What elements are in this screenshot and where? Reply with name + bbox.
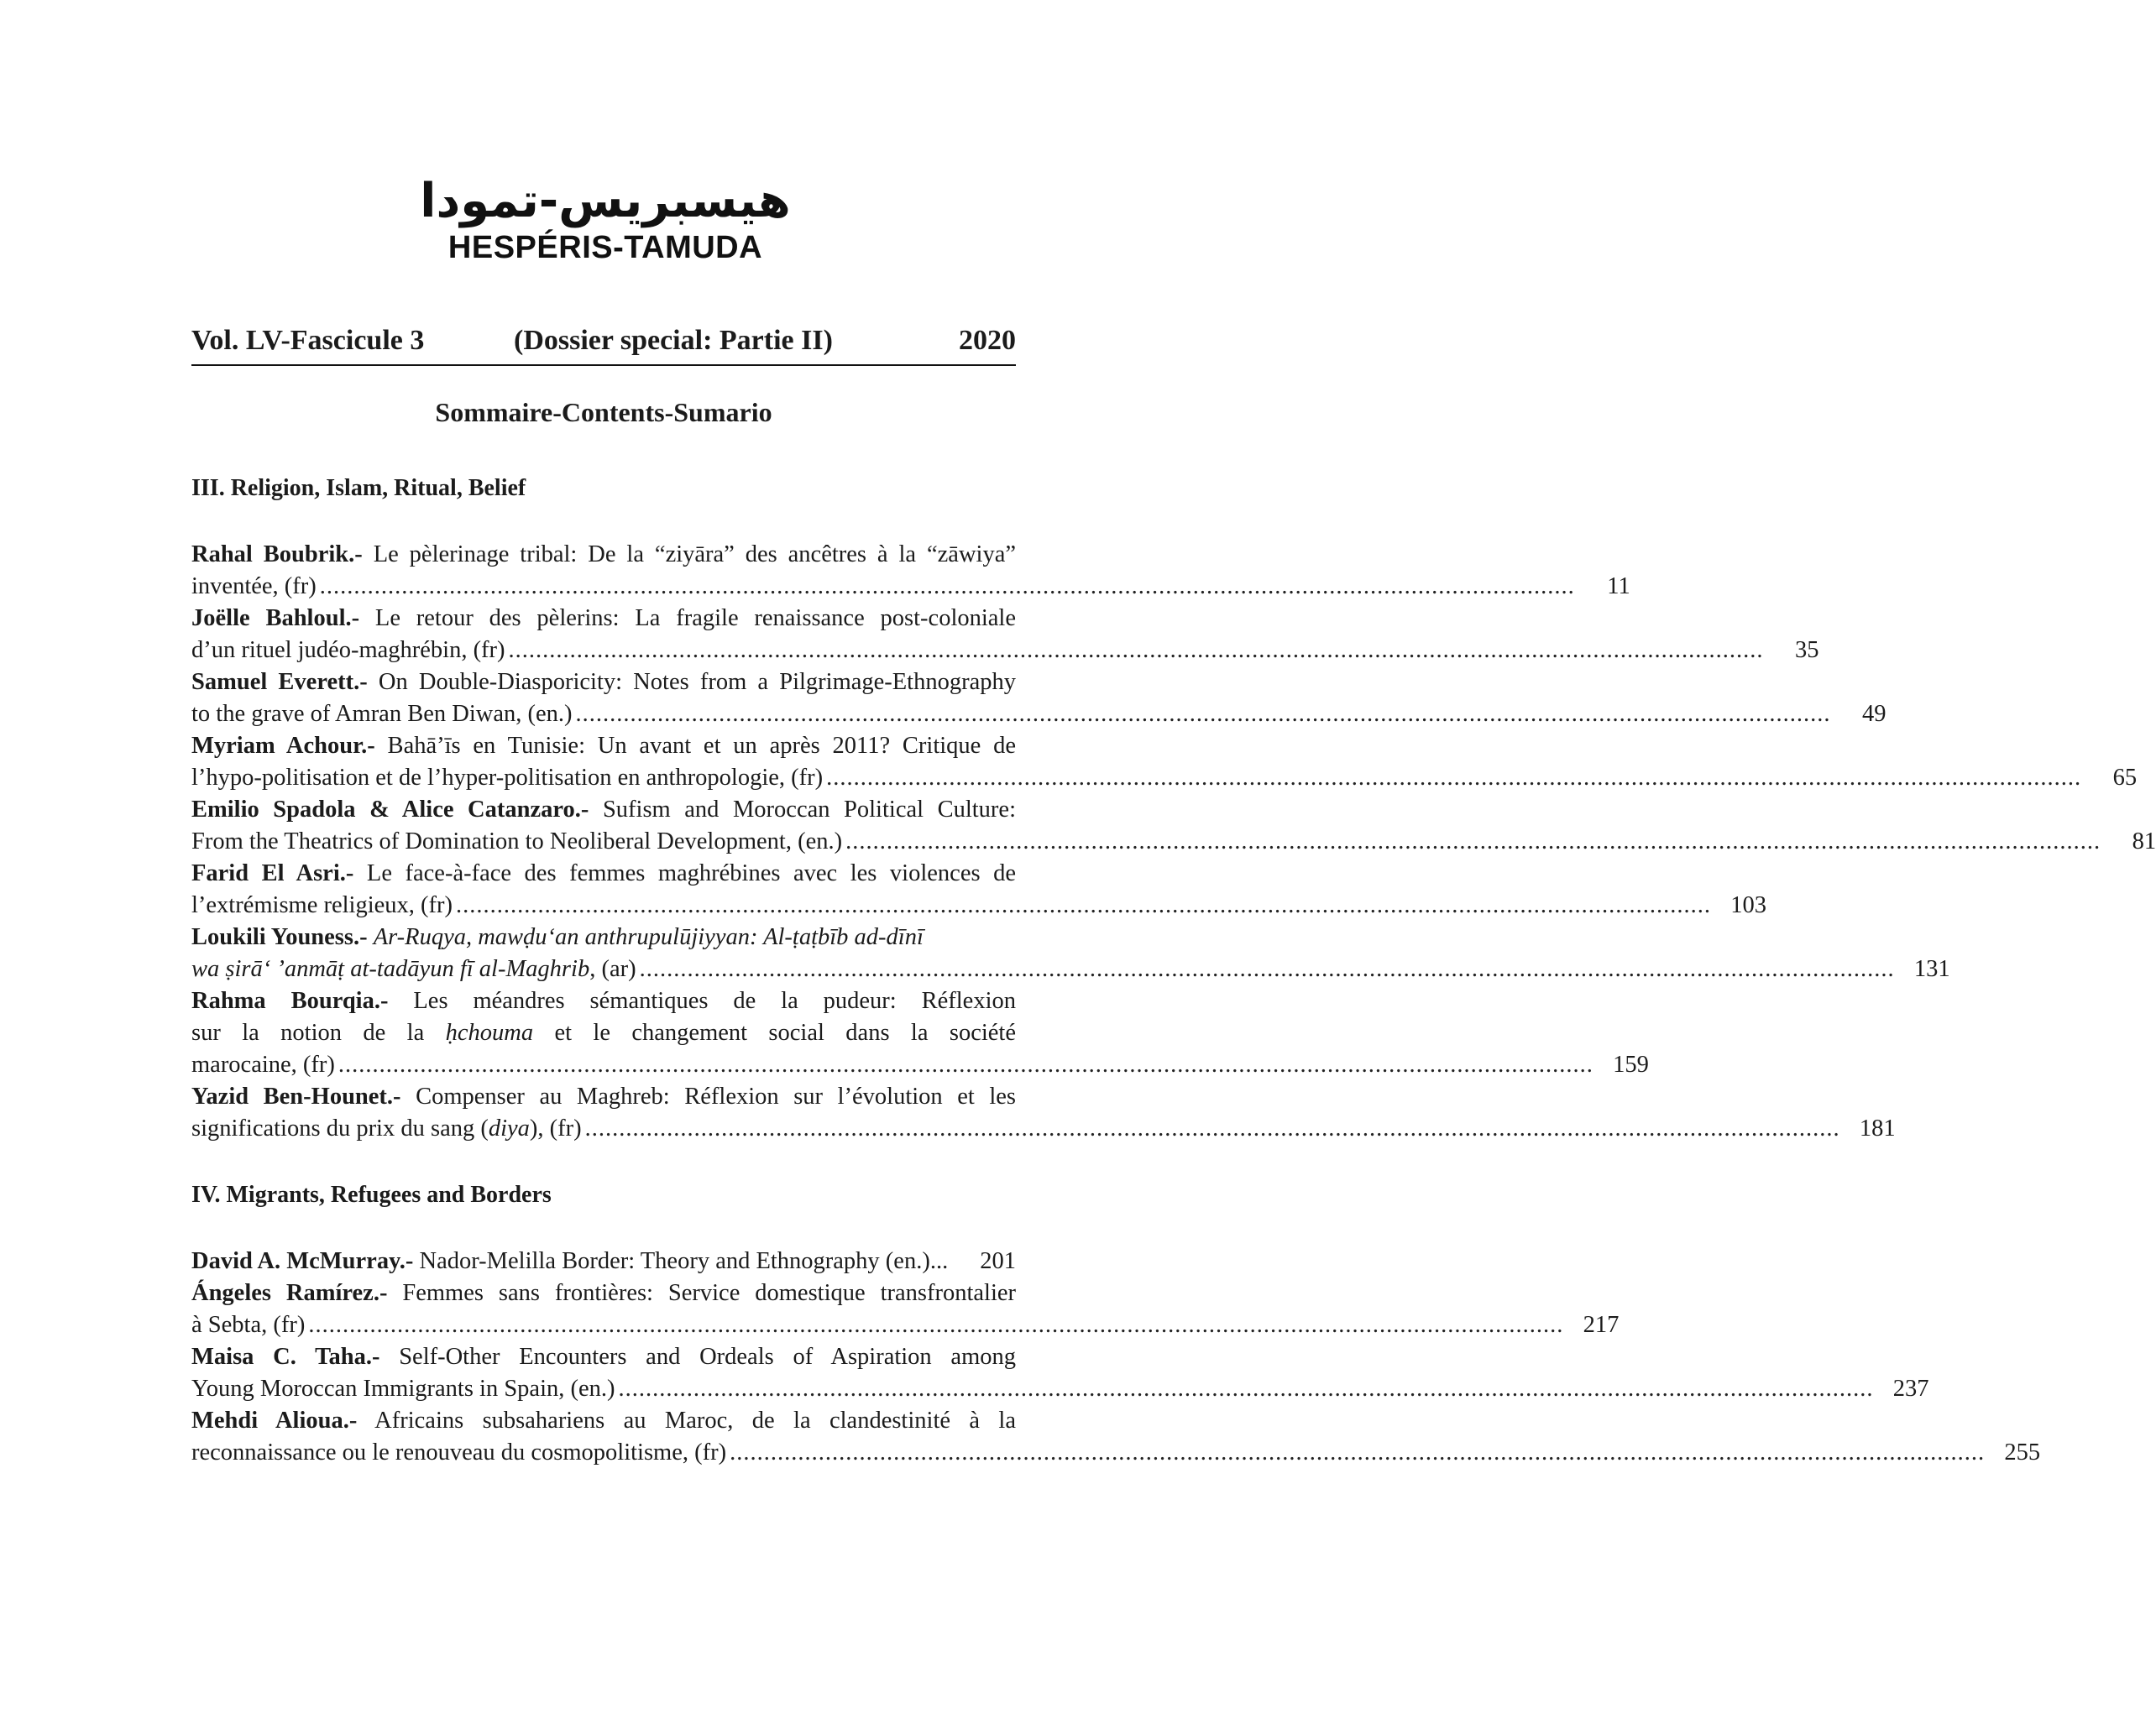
dot-leader: ........................................................................................................................................................................................ (319, 573, 1575, 599)
dot-leader: ........................................................................................................................................................................................ (584, 1116, 1840, 1142)
entry-line (191, 603, 1016, 635)
entry-line (191, 985, 1016, 1017)
entry-title: Young Moroccan Immigrants in Spain, (en.) (191, 1376, 615, 1402)
entry-line (191, 698, 1886, 730)
entry-author: Maisa C. Taha.- (191, 1344, 380, 1370)
entry-author: Joëlle Bahloul.- (191, 605, 360, 631)
page-number: 237 (1892, 1376, 1929, 1402)
entry-author: Loukili Youness.- (191, 924, 368, 950)
entry-title: Nador-Melilla Border: Theory and Ethnography (en.)... (413, 1248, 949, 1274)
volume-number: Vol. LV-Fascicule 3 (191, 325, 425, 356)
entry-title-italic: diya (488, 1116, 530, 1142)
section-heading: IV. Migrants, Refugees and Borders (191, 1182, 552, 1208)
dossier-label: (Dossier special: Partie II) (514, 325, 833, 356)
dot-leader: ........................................................................................................................................................................................ (508, 637, 1764, 663)
entry-title: ), (fr) (529, 1116, 582, 1142)
dot-leader: ........................................................................................................................................................................................ (639, 956, 1895, 982)
contents-title: Sommaire-Contents-Sumario (435, 397, 772, 427)
page-number: 159 (1613, 1052, 1649, 1078)
entry-title: Femmes sans frontières: Service domestique transfrontalier (387, 1280, 1016, 1306)
dot-leader: ........................................................................................................................................................................................ (308, 1312, 1564, 1338)
entry-author: David A. McMurray.- (191, 1248, 414, 1274)
entry-title: sur la notion de la (191, 1020, 446, 1046)
entry-title-wrap (191, 1113, 582, 1145)
entry-title: l’hypo-politisation et de l’hyper-politisation en anthropologie, (fr) (191, 765, 824, 791)
entry-title: l’extrémisme religieux, (fr) (191, 892, 453, 918)
entry-title: Le face-à-face des femmes maghrébines avec les violences de (353, 860, 1016, 886)
section-heading: III. Religion, Islam, Ritual, Belief (191, 475, 526, 501)
entry-line (191, 666, 1016, 698)
entry-title: marocaine, (fr) (191, 1052, 335, 1078)
dot-leader: ........................................................................................................................................................................................ (575, 701, 1831, 727)
entry-author: Farid El Asri.- (191, 860, 354, 886)
dot-leader: ........................................................................................................................................................................................ (618, 1376, 1874, 1402)
entry-line (191, 890, 1766, 922)
page-number: 65 (2112, 765, 2138, 791)
entry-title: reconnaissance ou le renouveau du cosmopolitisme, (fr) (191, 1439, 727, 1466)
entry-title: d’un rituel judéo-maghrébin, (fr) (191, 637, 505, 663)
entry-line (191, 954, 1950, 985)
entry-author: Rahma Bourqia.- (191, 988, 389, 1014)
entry-title: Bahā’īs en Tunisie: Un avant et un après 2011? Critique de (374, 733, 1016, 759)
entry-title: to the grave of Amran Ben Diwan, (en.) (191, 701, 573, 727)
dot-leader: ........................................................................................................................................................................................ (456, 892, 1711, 918)
entry-title: Africains subsahariens au Maroc, de la clandestinité à la (357, 1408, 1016, 1434)
entry-author: Samuel Everett.- (191, 669, 368, 695)
dot-leader: ........................................................................................................................................................................................ (845, 828, 2101, 854)
entry-title: Self-Other Encounters and Ordeals of Aspiration among (379, 1344, 1016, 1370)
entry-line (191, 1246, 1016, 1277)
page-number: 35 (1795, 637, 1819, 663)
entry-line (191, 794, 1016, 826)
entry-title: inventée, (fr) (191, 573, 317, 599)
entry-title: Ar-Ruqya, mawḍu‘an anthrupulūjiyyan: Al-ṭaṭbīb ad-dīnī (373, 924, 924, 950)
entry-line (191, 539, 1016, 571)
entry-title: Les méandres sémantiques de la pudeur: Réflexion (388, 988, 1016, 1014)
page-number: 11 (1607, 573, 1630, 599)
journal-title-arabic: هيسبريس-تمودا (420, 174, 791, 228)
page-number: 217 (1583, 1312, 1620, 1338)
entry-author: Rahal Boubrik.- (191, 541, 363, 567)
page-number: 255 (2004, 1439, 2041, 1466)
dot-leader: ........................................................................................................................................................................................ (826, 765, 2082, 791)
entry-author: Ángeles Ramírez.- (191, 1280, 388, 1306)
entry-line (191, 762, 2138, 794)
entry-title-italic: ḥchouma (445, 1020, 534, 1046)
entry-line (191, 1437, 2041, 1469)
entry-title: et le changement social dans la société (533, 1020, 1016, 1046)
entry-author: Yazid Ben-Hounet.- (191, 1084, 401, 1110)
dot-leader: ........................................................................................................................................................................................ (730, 1439, 1986, 1466)
journal-title-latin: HESPÉRIS-TAMUDA (447, 230, 763, 265)
journal-masthead (0, 172, 1211, 266)
entry-title: wa ṣirā‘ ’anmāṭ at-tadāyun fī al-Maghrib (191, 956, 590, 982)
entry-line (191, 1405, 1016, 1437)
entry-line (191, 730, 1016, 762)
entry-line (191, 635, 1819, 666)
page-number: 201 (980, 1248, 1016, 1274)
entry-title: Sufism and Moroccan Political Culture: (589, 797, 1016, 823)
entry-line (191, 1081, 1016, 1113)
entry-line (191, 571, 1630, 603)
entry-title: From the Theatrics of Domination to Neoliberal Development, (en.) (191, 828, 843, 854)
entry-title: Le retour des pèlerins: La fragile renaissance post-coloniale (359, 605, 1016, 631)
entry-line (191, 1309, 1620, 1341)
page-number: 181 (1859, 1116, 1896, 1142)
volume-header (191, 321, 1016, 366)
entry-title: à Sebta, (fr) (191, 1312, 306, 1338)
page-number: 49 (1861, 701, 1886, 727)
entry-line (191, 1113, 1896, 1145)
dot-leader: ........................................................................................................................................................................................ (338, 1052, 1593, 1078)
entry-author: Mehdi Alioua.- (191, 1408, 358, 1434)
entry-line (191, 922, 1016, 954)
entry-line (191, 1277, 1016, 1309)
entry-title: Le pèlerinage tribal: De la “ziyāra” des ancêtres à la “zāwiya” (362, 541, 1016, 567)
entry-title: On Double-Diasporicity: Notes from a Pilgrimage-Ethnography (367, 669, 1016, 695)
entry-line (191, 1049, 1649, 1081)
entry-line (191, 1017, 1016, 1049)
entry-line (191, 1341, 1016, 1373)
entry-line (191, 826, 2156, 858)
volume-year: 2020 (959, 325, 1016, 356)
page-number: 81 (2132, 828, 2156, 854)
entry-text (191, 1246, 948, 1277)
entry-title-wrap (191, 954, 636, 985)
entry-title: Compenser au Maghreb: Réflexion sur l’évolution et les (400, 1084, 1017, 1110)
page-number: 131 (1913, 956, 1950, 982)
entry-author: Emilio Spadola & Alice Catanzaro.- (191, 797, 589, 823)
entry-line (191, 1373, 1929, 1405)
entry-language: , (ar) (589, 956, 636, 982)
entry-line (191, 858, 1016, 890)
entry-title: significations du prix du sang ( (191, 1116, 489, 1142)
entry-author: Myriam Achour.- (191, 733, 375, 759)
page-number: 103 (1730, 892, 1766, 918)
